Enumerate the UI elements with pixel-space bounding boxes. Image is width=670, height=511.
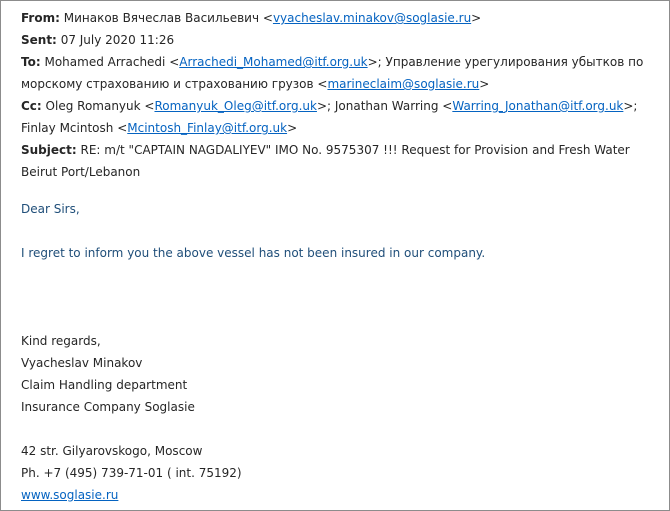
to-row: To: Mohamed Arrachedi <Arrachedi_Mohamed@itf.org.uk>; Управление урегулирования убытков по морскому страхованию и страхованию грузов <marineclaim@soglasie.ru>: [21, 55, 644, 91]
cc-recipient-3-email[interactable]: Mcintosh_Finlay@itf.org.uk: [127, 121, 288, 135]
to-recipient-1-name: Mohamed Arrachedi: [44, 55, 166, 69]
from-row: From: Минаков Вячеслав Васильевич <vyacheslav.minakov@soglasie.ru>: [21, 11, 482, 25]
cc-recipient-2-email[interactable]: Warring_Jonathan@itf.org.uk: [452, 99, 624, 113]
signature-block: [21, 330, 655, 506]
cc-recipient-1-email[interactable]: Romanyuk_Oleg@itf.org.uk: [154, 99, 317, 113]
email-content: [21, 7, 655, 506]
subject-label: Subject:: [21, 143, 77, 157]
cc-recipient-1-name: Oleg Romanyuk: [45, 99, 141, 113]
signature-company: Insurance Company Soglasie: [21, 400, 195, 414]
website-link[interactable]: www.soglasie.ru: [21, 488, 119, 502]
cc-recipient-2-name: Jonathan Warring: [334, 99, 439, 113]
greeting: Dear Sirs,: [21, 202, 80, 216]
to-recipient-2-name: Управление урегулирования убытков по морскому страхованию и страхованию грузов: [21, 55, 644, 91]
sent-label: Sent:: [21, 33, 57, 47]
sent-value: 07 July 2020 11:26: [60, 33, 175, 47]
cc-row: Cc: Oleg Romanyuk <Romanyuk_Oleg@itf.org.uk>; Jonathan Warring <Warring_Jonathan@itf.org.uk>; Finlay Mcintosh <Mcintosh_Finlay@itf.org.uk>: [21, 99, 638, 135]
sent-row: [21, 29, 655, 51]
signature-address: 42 str. Gilyarovskogo, Moscow: [21, 444, 203, 458]
signature-name: Vyacheslav Minakov: [21, 356, 143, 370]
email-header: [21, 7, 655, 183]
from-name: Минаков Вячеслав Васильевич: [63, 11, 260, 25]
to-label: To:: [21, 55, 41, 69]
to-recipient-1-email[interactable]: Arrachedi_Mohamed@itf.org.uk: [179, 55, 368, 69]
signature-department: Claim Handling department: [21, 378, 188, 392]
to-recipient-2-email[interactable]: marineclaim@soglasie.ru: [327, 77, 480, 91]
from-label: From:: [21, 11, 60, 25]
from-email-link[interactable]: vyacheslav.minakov@soglasie.ru: [272, 11, 472, 25]
message-body: I regret to inform you the above vessel has not been insured in our company.: [21, 246, 486, 260]
subject-value: RE: m/t "CAPTAIN NAGDALIYEV" IMO No. 9575307 !!! Request for Provision and Fresh Water Beirut Port/Lebanon: [21, 143, 630, 179]
signature-closing: Kind regards,: [21, 334, 101, 348]
cc-label: Cc:: [21, 99, 42, 113]
cc-recipient-3-name: Finlay Mcintosh: [21, 121, 114, 135]
signature-website-row: [21, 484, 655, 506]
subject-row: [21, 139, 655, 183]
signature-phone: Ph. +7 (495) 739-71-01 ( int. 75192): [21, 466, 242, 480]
